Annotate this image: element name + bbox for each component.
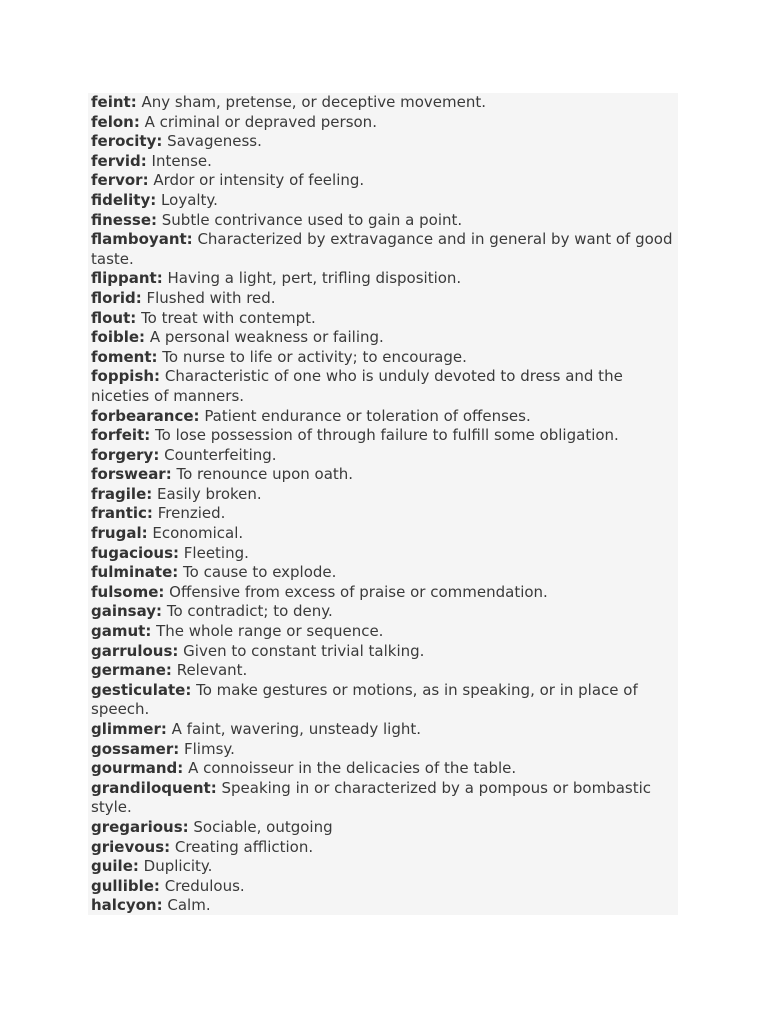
glossary-entry [91, 740, 681, 760]
glossary-entry [91, 269, 681, 289]
entry-term: fulsome: [91, 582, 165, 601]
entry-definition: Creating affliction. [174, 837, 314, 856]
entry-term: glimmer: [91, 720, 167, 738]
entry-term: gourmand: [91, 759, 184, 778]
entry-definition: Having a light, pert, trifling disposition. [167, 269, 462, 288]
glossary-entry [91, 877, 681, 897]
glossary-entry [91, 446, 681, 466]
entry-term: ferocity: [91, 132, 163, 151]
entry-term: grandiloquent: [91, 778, 217, 797]
glossary-entry [91, 328, 681, 348]
entry-definition: Counterfeiting. [164, 445, 277, 464]
entry-definition: Duplicity. [143, 857, 213, 876]
glossary-entry [91, 857, 681, 877]
glossary-entry [91, 367, 681, 406]
entry-term: fragile: [91, 484, 153, 503]
entry-definition: Credulous. [164, 876, 245, 895]
entry-term: fidelity: [91, 190, 157, 209]
glossary-entry [91, 152, 681, 172]
entry-definition: A faint, wavering, unsteady light. [171, 720, 422, 738]
entry-term: flamboyant: [91, 230, 193, 249]
entry-definition: Offensive from excess of praise or commendation. [169, 582, 548, 601]
entry-term: forfeit: [91, 426, 151, 445]
entry-term: halcyon: [91, 896, 163, 915]
glossary-entry [91, 348, 681, 368]
entry-term: guile: [91, 857, 139, 876]
entry-term: foible: [91, 328, 146, 347]
glossary-entry [91, 504, 681, 524]
entry-term: fervid: [91, 151, 147, 170]
glossary-entry [91, 838, 681, 858]
entry-definition: A personal weakness or failing. [149, 328, 384, 347]
entry-term: feint: [91, 93, 137, 111]
entry-definition: A criminal or depraved person. [144, 112, 377, 131]
glossary-entry [91, 563, 681, 583]
entry-definition: Easily broken. [157, 484, 262, 503]
entry-term: frugal: [91, 524, 148, 543]
entry-term: foment: [91, 347, 158, 366]
glossary-entry [91, 426, 681, 446]
entry-definition: Patient endurance or toleration of offenses. [204, 406, 531, 425]
glossary-entry [91, 113, 681, 133]
entry-term: flout: [91, 308, 137, 327]
entry-definition: Frenzied. [157, 504, 226, 523]
glossary-entry [91, 622, 681, 642]
entry-definition: To cause to explode. [183, 563, 337, 582]
glossary-entry [91, 485, 681, 505]
entry-term: gamut: [91, 622, 152, 641]
entry-term: gesticulate: [91, 680, 192, 699]
entry-definition: Subtle contrivance used to gain a point. [161, 210, 463, 229]
glossary-list [91, 93, 681, 916]
entry-term: fervor: [91, 171, 149, 190]
entry-definition: Flushed with red. [146, 288, 276, 307]
entry-term: gullible: [91, 876, 160, 895]
glossary-entry [91, 661, 681, 681]
glossary-entry [91, 818, 681, 838]
entry-definition: Fleeting. [183, 543, 249, 562]
entry-definition: To contradict; to deny. [166, 602, 333, 621]
entry-definition: Characteristic of one who is unduly devoted to dress and the niceties of manners. [91, 367, 623, 405]
glossary-entry [91, 681, 681, 720]
entry-definition: To treat with contempt. [141, 308, 316, 327]
glossary-entry [91, 132, 681, 152]
glossary-entry [91, 544, 681, 564]
entry-definition: Flimsy. [184, 739, 235, 758]
entry-term: fulminate: [91, 563, 179, 582]
entry-term: flippant: [91, 269, 163, 288]
entry-definition: Loyalty. [161, 190, 218, 209]
glossary-entry [91, 602, 681, 622]
glossary-entry [91, 191, 681, 211]
glossary-entry [91, 171, 681, 191]
entry-definition: Speaking in or characterized by a pompous or bombastic style. [91, 778, 652, 817]
entry-term: forbearance: [91, 406, 200, 425]
entry-definition: Any sham, pretense, or deceptive movement. [141, 93, 487, 111]
entry-definition: Relevant. [176, 661, 248, 680]
entry-definition: A connoisseur in the delicacies of the table. [188, 759, 517, 778]
glossary-entry [91, 465, 681, 485]
glossary-entry [91, 896, 681, 916]
entry-definition: Intense. [151, 151, 212, 170]
entry-term: gossamer: [91, 739, 180, 758]
entry-term: finesse: [91, 210, 157, 229]
glossary-entry [91, 779, 681, 818]
entry-definition: To renounce upon oath. [176, 465, 354, 484]
entry-term: forgery: [91, 445, 160, 464]
glossary-entry [91, 93, 681, 113]
glossary-entry [91, 759, 681, 779]
entry-definition: Given to constant trivial talking. [183, 641, 425, 660]
entry-definition: Calm. [167, 896, 211, 915]
glossary-entry [91, 524, 681, 544]
entry-term: fugacious: [91, 543, 180, 562]
glossary-entry [91, 642, 681, 662]
entry-definition: Economical. [152, 524, 244, 543]
entry-definition: To lose possession of through failure to fulfill some obligation. [155, 426, 619, 445]
entry-term: gregarious: [91, 817, 189, 836]
glossary-entry [91, 309, 681, 329]
entry-definition: To make gestures or motions, as in speaking, or in place of speech. [91, 680, 638, 719]
entry-term: grievous: [91, 837, 171, 856]
entry-definition: Savageness. [167, 132, 262, 151]
entry-term: felon: [91, 112, 140, 131]
entry-term: germane: [91, 661, 172, 680]
glossary-entry [91, 211, 681, 231]
entry-term: garrulous: [91, 641, 179, 660]
entry-term: frantic: [91, 504, 153, 523]
entry-term: forswear: [91, 465, 172, 484]
glossary-entry [91, 289, 681, 309]
entry-definition: The whole range or sequence. [156, 622, 384, 641]
glossary-entry [91, 583, 681, 603]
entry-definition: Sociable, outgoing [193, 817, 333, 836]
glossary-entry [91, 230, 681, 269]
entry-term: florid: [91, 288, 142, 307]
glossary-entry [91, 407, 681, 427]
entry-term: foppish: [91, 367, 161, 386]
entry-definition: Characterized by extravagance and in general by want of good taste. [91, 230, 673, 268]
glossary-entry [91, 720, 681, 740]
entry-definition: To nurse to life or activity; to encourage. [162, 347, 467, 366]
entry-term: gainsay: [91, 602, 163, 621]
entry-definition: Ardor or intensity of feeling. [153, 171, 365, 190]
